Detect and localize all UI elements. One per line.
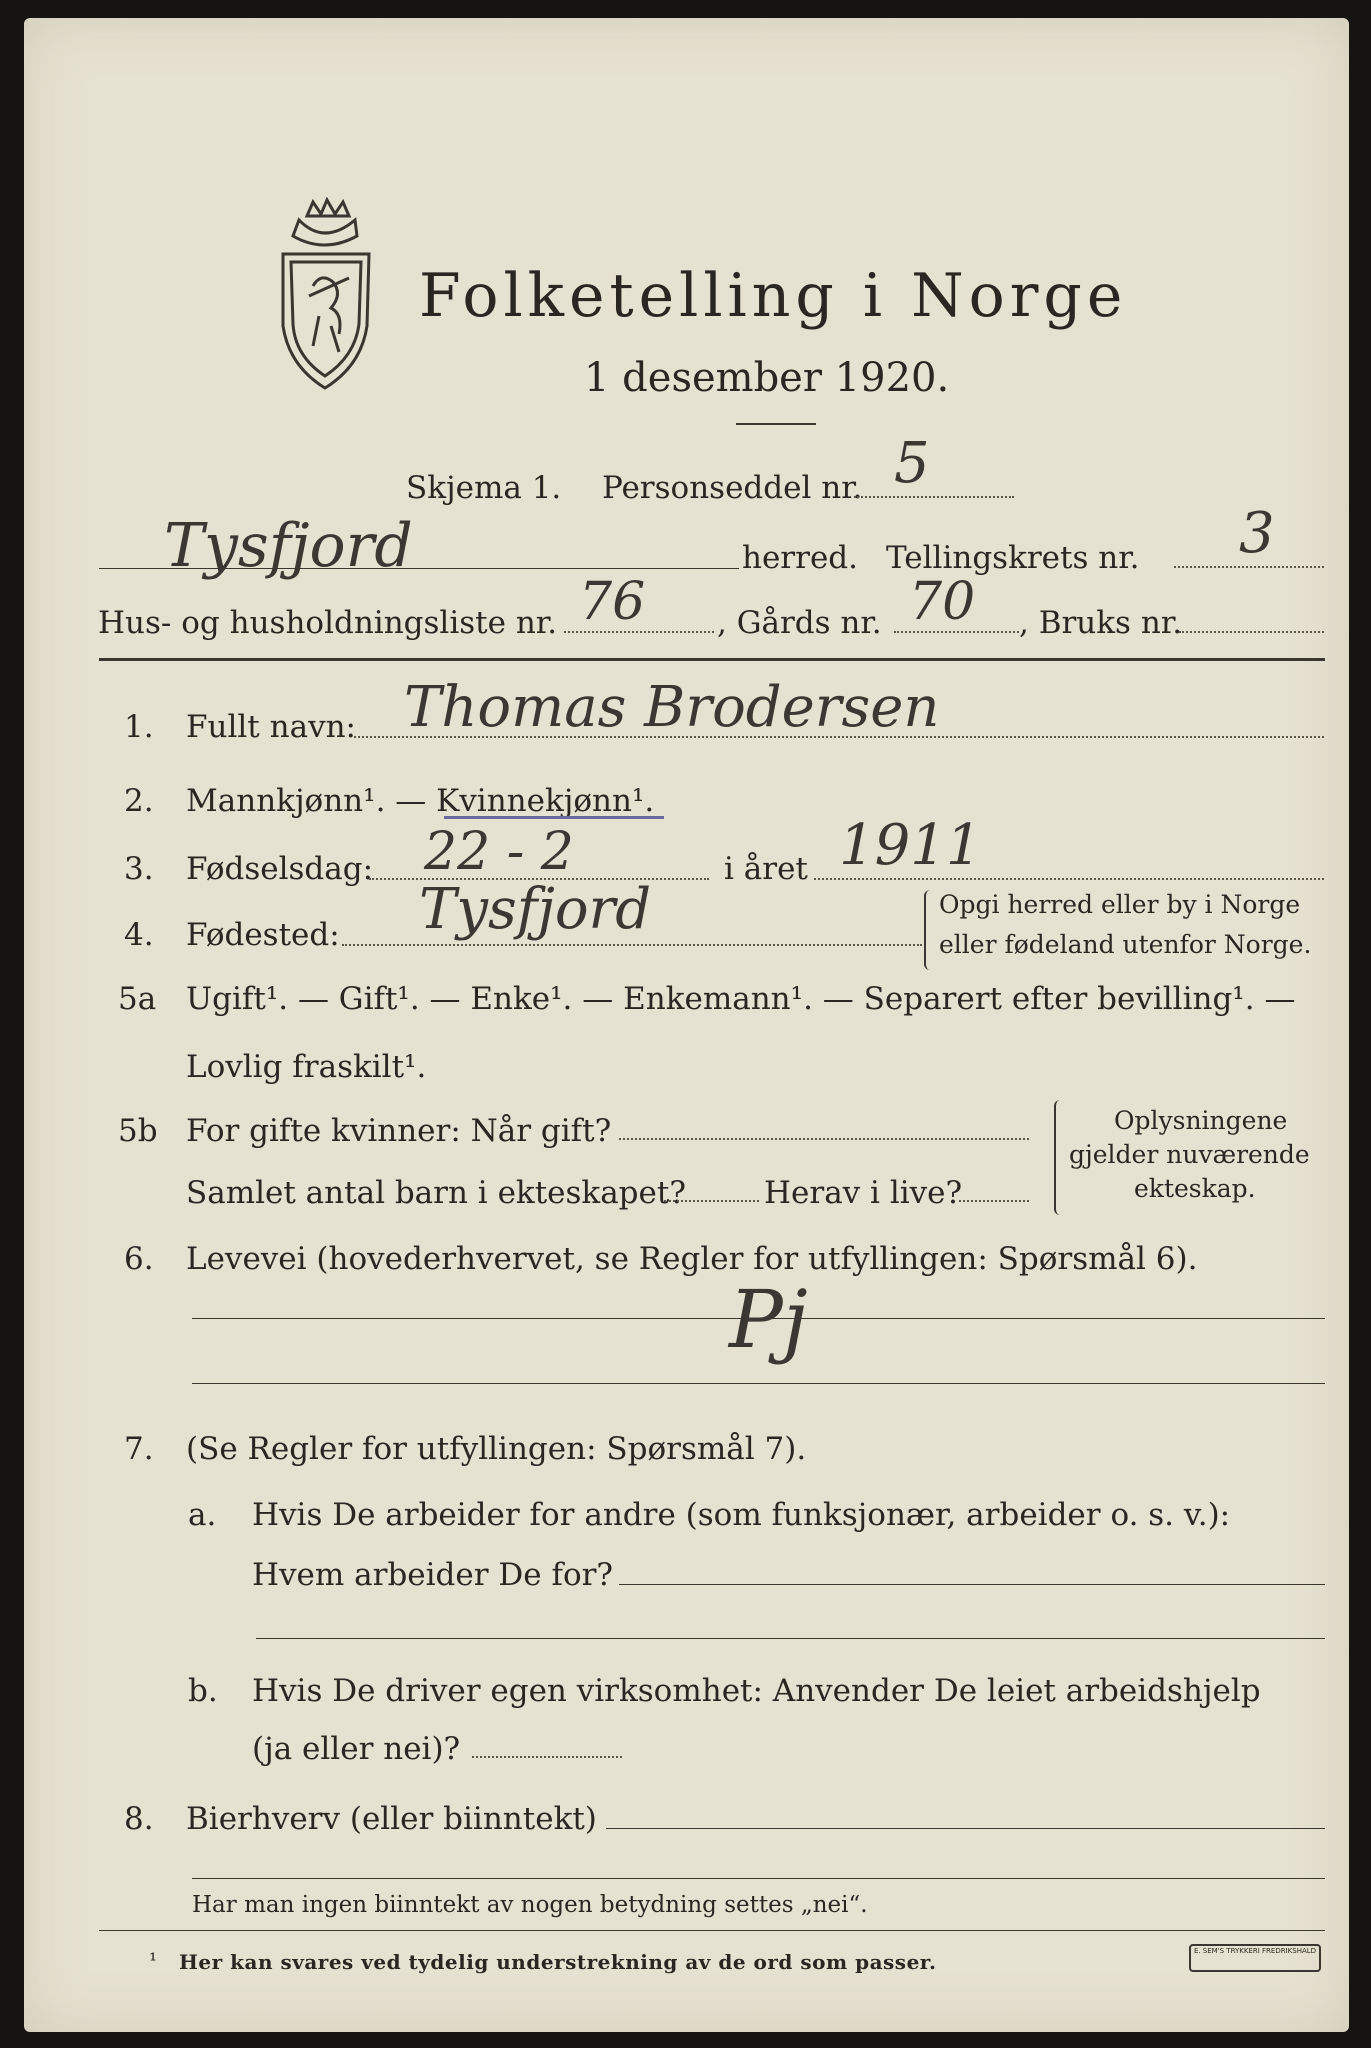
q5a-line1: Ugift¹. — Gift¹. — Enke¹. — Enkemann¹. — Separert efter bevilling¹. — [186, 981, 1296, 1017]
title-divider [736, 423, 816, 425]
q4-number: 4. [124, 917, 154, 953]
q5b-line1: For gifte kvinner: Når gift? [186, 1113, 612, 1149]
printer-stamp [1189, 1944, 1321, 1972]
q5a-number: 5a [118, 981, 157, 1017]
bruks-line [1179, 631, 1324, 633]
q5b-note-bracket [1054, 1100, 1064, 1215]
form-title: Folketelling i Norge [419, 261, 1128, 331]
q6-number: 6. [124, 1241, 154, 1277]
q4-line [342, 944, 922, 946]
q5a-line2: Lovlig fraskilt¹. [186, 1049, 427, 1085]
printer-stamp-text: E. SEM'S TRYKKERI FREDRIKSHALD [1193, 1947, 1317, 1955]
q7-label: (Se Regler for utfyllingen: Spørsmål 7). [186, 1431, 807, 1467]
q1-value: Thomas Brodersen [404, 675, 940, 740]
personseddel-line [854, 496, 1014, 498]
q5b-line2-dots [664, 1200, 759, 1202]
personseddel-value: 5 [894, 431, 930, 496]
q3-year-value: 1911 [839, 813, 982, 878]
q3-year-label: i året [724, 851, 808, 887]
q5b-line2b: Herav i live? [764, 1175, 963, 1211]
q5b-note3: ekteskap. [1134, 1174, 1256, 1203]
q4-note-bracket [924, 890, 934, 970]
section-divider [99, 658, 1325, 661]
q6-value: Pj [729, 1273, 808, 1366]
q5b-number: 5b [118, 1113, 158, 1149]
q7a-line-extra [256, 1638, 1325, 1639]
herred-line [99, 568, 739, 569]
q1-number: 1. [124, 709, 154, 745]
q7a-number: a. [188, 1497, 217, 1533]
q4-note-line1: Opgi herred eller by i Norge [939, 890, 1301, 919]
footnote-mark: ¹ [149, 1948, 158, 1972]
tellingskrets-value: 3 [1239, 501, 1275, 566]
q5b-note2: gjelder nuværende [1069, 1140, 1310, 1169]
q2-label: Mannkjønn¹. — Kvinnekjønn¹. [186, 783, 655, 819]
tellingskrets-line [1174, 566, 1324, 568]
personseddel-label: Personseddel nr. [602, 470, 863, 506]
q6-label: Levevei (hovederhvervet, se Regler for utfyllingen: Spørsmål 6). [186, 1241, 1198, 1277]
q8-label: Bierhverv (eller biinntekt) [186, 1801, 597, 1837]
hus-label: Hus- og husholdningsliste nr. [98, 605, 558, 641]
q7b-line [472, 1756, 622, 1758]
q8-note: Har man ingen biinntekt av nogen betydning settes „nei“. [192, 1892, 868, 1918]
q4-label: Fødested: [186, 917, 340, 953]
q8-line [606, 1828, 1325, 1829]
q3-number: 3. [124, 851, 154, 887]
census-form [24, 18, 1349, 2032]
q4-note-line2: eller fødeland utenfor Norge. [939, 930, 1312, 959]
gards-value: 70 [909, 572, 976, 632]
q2-underline [444, 816, 664, 819]
tellingskrets-label: Tellingskrets nr. [886, 540, 1140, 576]
q8-number: 8. [124, 1801, 154, 1837]
footer-divider [99, 1930, 1325, 1931]
q5b-line2: Samlet antal barn i ekteskapet? [186, 1175, 686, 1211]
q5b-note1: Oplysningene [1114, 1106, 1288, 1135]
q7a-line2: Hvem arbeider De for? [252, 1557, 614, 1593]
q1-label: Fullt navn: [186, 709, 356, 745]
q5b-line2b-dots [959, 1200, 1029, 1202]
census-date: 1 desember 1920. [584, 355, 950, 401]
skjema-label: Skjema 1. [406, 470, 562, 506]
q7b-number: b. [188, 1673, 218, 1709]
q7b-line2: (ja eller nei)? [252, 1731, 461, 1767]
q3-value: 22 - 2 [424, 822, 574, 882]
hus-value: 76 [579, 572, 646, 632]
q3-label: Fødselsdag: [186, 851, 374, 887]
gards-label: , Gårds nr. [717, 605, 882, 641]
footnote-text: Her kan svares ved tydelig understrekning av de ord som passer. [179, 1950, 937, 1974]
q7a-line1: Hvis De arbeider for andre (som funksjonær, arbeider o. s. v.): [252, 1497, 1231, 1533]
herred-label: herred. [742, 540, 858, 576]
q7b-line1: Hvis De driver egen virksomhet: Anvender De leiet arbeidshjelp [252, 1673, 1261, 1709]
q7-number: 7. [124, 1431, 154, 1467]
q4-value: Tysfjord [419, 877, 652, 942]
coat-of-arms-icon [269, 196, 379, 396]
q3-year-line [814, 878, 1324, 880]
q7a-line [619, 1584, 1325, 1585]
q2-number: 2. [124, 783, 154, 819]
herred-value: Tysfjord [164, 511, 413, 581]
q5b-line1-dots [619, 1138, 1029, 1140]
q8-line-extra [192, 1878, 1325, 1879]
q6-line2 [192, 1383, 1325, 1384]
bruks-label: , Bruks nr. [1019, 605, 1183, 641]
